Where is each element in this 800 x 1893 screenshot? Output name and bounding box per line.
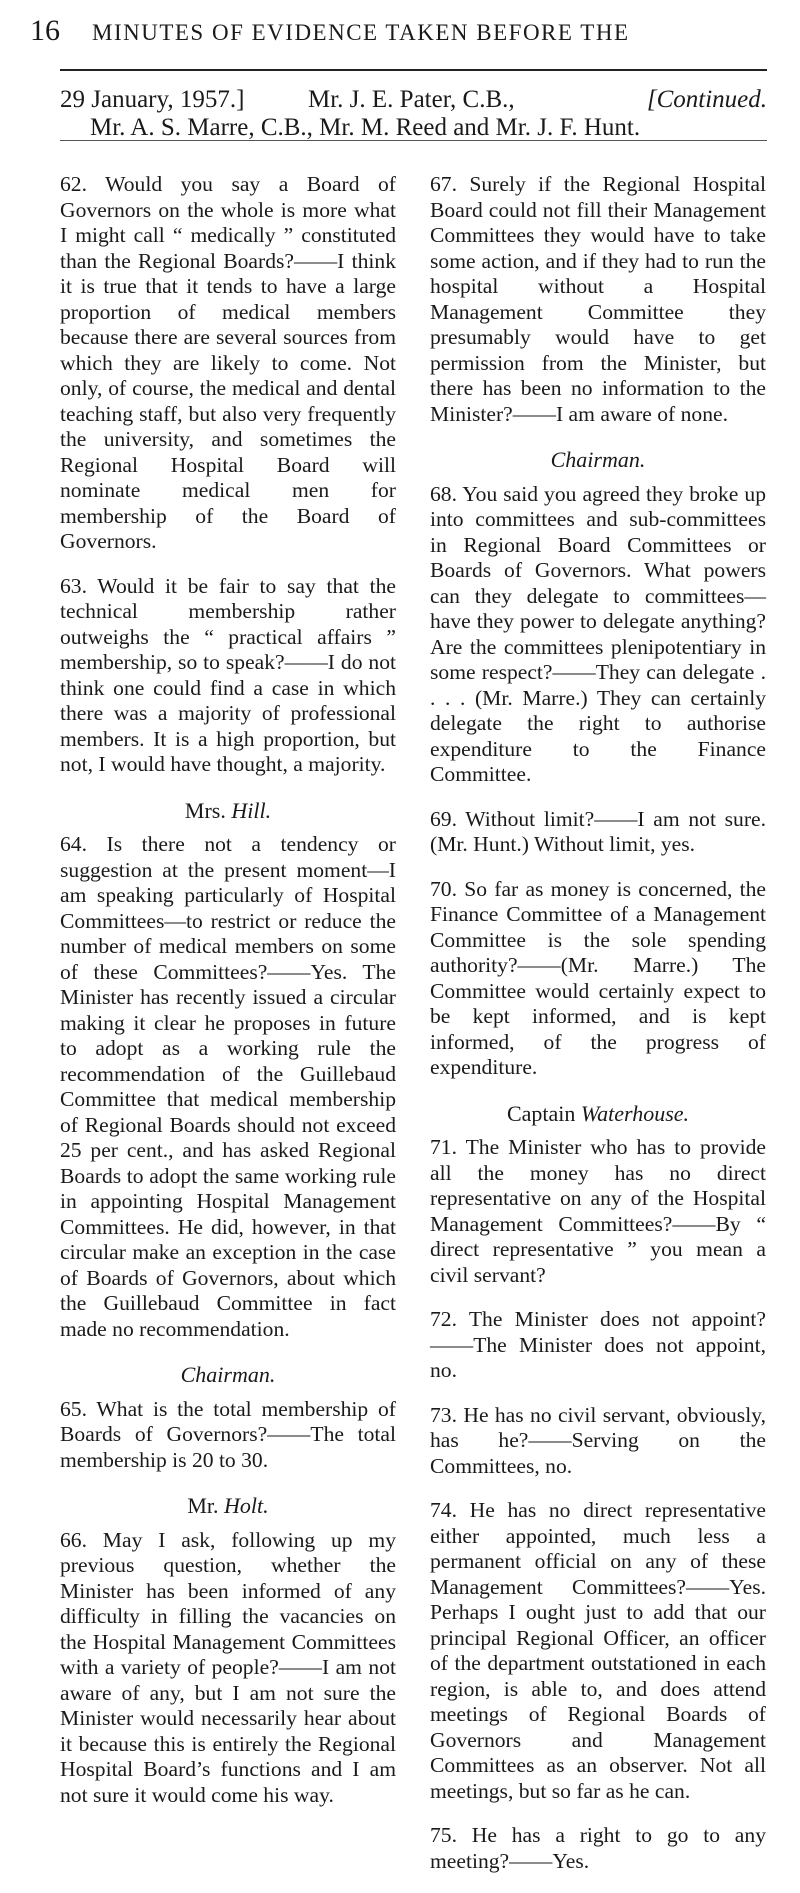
question-71: 71. The Minister who has to provide all the money has no direct representative on any of the Hospital Management Committees?——By “ direct representative ” you mean a civil servant? bbox=[430, 1135, 766, 1287]
speaker-heading-hill bbox=[60, 798, 396, 824]
speaker-heading-chairman bbox=[430, 447, 766, 473]
header-rule bbox=[60, 69, 767, 71]
speaker-name: Chairman. bbox=[180, 1362, 276, 1387]
speaker-name: Holt. bbox=[224, 1493, 269, 1518]
page-number: 16 bbox=[30, 14, 60, 47]
question-63: 63. Would it be fair to say that the technical membership rather outweighs the “ practical affairs ” membership, so to speak?——I do not think one could find a case in which there was a majority of professional members. It is a high proportion, but not, I would have thought, a majority. bbox=[60, 573, 396, 776]
speaker-title: Mr. bbox=[187, 1493, 219, 1518]
speaker-heading-holt bbox=[60, 1493, 396, 1519]
speaker-title: Captain bbox=[506, 1100, 576, 1126]
question-66: 66. May I ask, following up my previous question, whether the Minister has been informed of any difficulty in filling the vacancies on the Hospital Management Committees with a variety of people?——I am not aware of any, but I am not sure the Minister would necessarily hear about it because this is entirely the Regional Hospital Board’s functions and I am not sure it would come his way. bbox=[60, 1527, 396, 1807]
session-date: 29 January, 1957.] bbox=[60, 86, 245, 113]
witness-line-2: Mr. A. S. Marre, C.B., Mr. M. Reed and Mr. J. F. Hunt. bbox=[90, 114, 641, 141]
question-70: 70. So far as money is concerned, the Finance Committee of a Management Committee is the sole spending authority?——(Mr. Marre.) The Committee would certainly expect to be kept informed, and is kept informed, of the progress of expenditure. bbox=[430, 876, 766, 1079]
speaker-name: Hill. bbox=[231, 797, 272, 823]
question-68: 68. You said you agreed they broke up into committees and sub-committees in Regional Board Committees or Boards of Governors. What powers can they delegate to committees—have they power to delegate anything? Are the committees plenipotentiary in some respect?——They can delegate . . . . (Mr. Marre.) They can certainly delegate the right to authorise expenditure to the Finance Committee. bbox=[430, 481, 766, 786]
page-header bbox=[30, 14, 770, 60]
speaker-name: Waterhouse. bbox=[580, 1100, 690, 1126]
question-75: 75. He has a right to go to any meeting?——Yes. bbox=[430, 1823, 766, 1873]
running-title: MINUTES OF EVIDENCE TAKEN BEFORE THE bbox=[92, 20, 630, 45]
question-64: 64. Is there not a tendency or suggestion at the present moment—I am speaking particularly of Hospital Committees—to restrict or reduce the number of medical members on some of these Committees?——Yes. The Minister has recently issued a circular making it clear he proposes in future to adopt as a working rule the recommendation of the Guillebaud Committee that medical membership of Regional Boards should not exceed 25 per cent., and has asked Regional Boards to adopt the same working rule in appointing Hospital Management Committees. He did, however, in that circular make an exception in the case of Boards of Governors, about which the Guillebaud Committee in fact made no recommendation. bbox=[60, 832, 396, 1341]
speaker-name: Chairman. bbox=[550, 447, 646, 472]
continued-label: [Continued. bbox=[646, 86, 767, 113]
speaker-heading-chairman bbox=[60, 1362, 396, 1388]
left-column bbox=[60, 172, 396, 1827]
question-67: 67. Surely if the Regional Hospital Board could not fill their Management Committees they would have to take some action, and if they had to run the hospital without a Hospital Management Committee they presumably would have to get permission from the Minister, but there has been no information to the Minister?——I am aware of none. bbox=[430, 172, 766, 426]
right-column bbox=[430, 172, 766, 1893]
question-69: 69. Without limit?——I am not sure. (Mr. Hunt.) Without limit, yes. bbox=[430, 806, 766, 856]
question-72: 72. The Minister does not appoint? ——The Minister does not appoint, no. bbox=[430, 1307, 766, 1382]
session-rule bbox=[60, 140, 767, 141]
question-62: 62. Would you say a Board of Governors on the whole is more what I might call “ medically ” constituted than the Regional Boards?——I think it is true that it tends to have a large proportion of medical members because there are several sources from which they are likely to come. Not only, of course, the medical and dental teaching staff, but also very frequently the university, and sometimes the Regional Hospital Board will nominate medical men for membership of the Board of Governors. bbox=[60, 172, 396, 553]
speaker-heading-waterhouse bbox=[430, 1101, 766, 1127]
witness-line-1: Mr. J. E. Pater, C.B., bbox=[308, 86, 515, 113]
question-74: 74. He has no direct representative either appointed, much less a permanent official on any of these Management Committees?——Yes. Perhaps I ought just to add that our principal Regional Officer, an officer of the department outstationed in each region, is able to, and does attend meetings of Regional Boards of Governors and Management Committees as an observer. Not all meetings, but so far as he can. bbox=[430, 1498, 766, 1803]
speaker-title: Mrs. bbox=[184, 797, 226, 823]
question-65: 65. What is the total membership of Boards of Governors?——The total membership is 20 to 30. bbox=[60, 1396, 396, 1472]
question-73: 73. He has no civil servant, obviously, has he?——Serving on the Committees, no. bbox=[430, 1402, 766, 1478]
